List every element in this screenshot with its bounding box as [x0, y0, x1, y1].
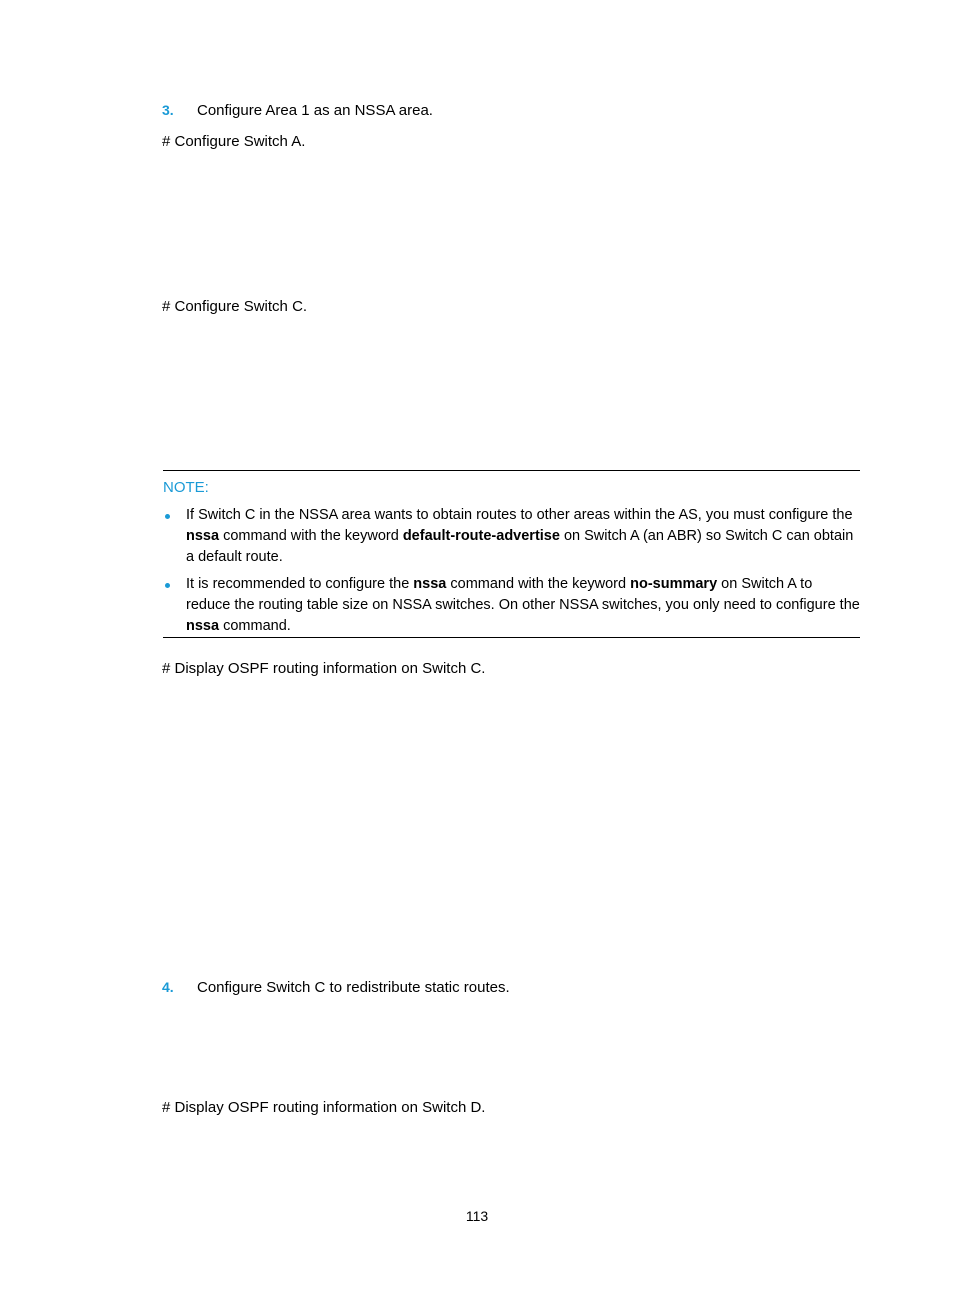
step-3-number: 3.	[162, 102, 174, 118]
page-number: 113	[465, 1208, 489, 1224]
step-4-number: 4.	[162, 979, 174, 995]
note-label: NOTE:	[163, 479, 209, 496]
note-bullet-1: If Switch C in the NSSA area wants to obtain routes to other areas within the AS, you must configure the nssa command with the keyword default-route-advertise on Switch A (an ABR) so Switch C can obtain a default route.	[186, 507, 854, 565]
step-4-heading: Configure Switch C to redistribute static routes.	[197, 979, 510, 996]
configure-switch-c-text: # Configure Switch C.	[162, 298, 308, 315]
display-switch-d-text: # Display OSPF routing information on Switch D.	[162, 1099, 486, 1116]
configure-switch-a-text: # Configure Switch A.	[162, 133, 306, 150]
note-bottom-rule	[163, 637, 860, 638]
note-bullet-1-icon	[165, 514, 170, 519]
display-switch-c-text: # Display OSPF routing information on Switch C.	[162, 660, 486, 677]
note-bullet-2: It is recommended to configure the nssa command with the keyword no-summary on Switch A to reduce the routing table size on NSSA switches. On other NSSA switches, you only need to configure the nssa command.	[186, 576, 860, 634]
note-top-rule	[163, 470, 860, 471]
note-bullet-2-icon	[165, 583, 170, 588]
step-3-heading: Configure Area 1 as an NSSA area.	[197, 102, 433, 119]
